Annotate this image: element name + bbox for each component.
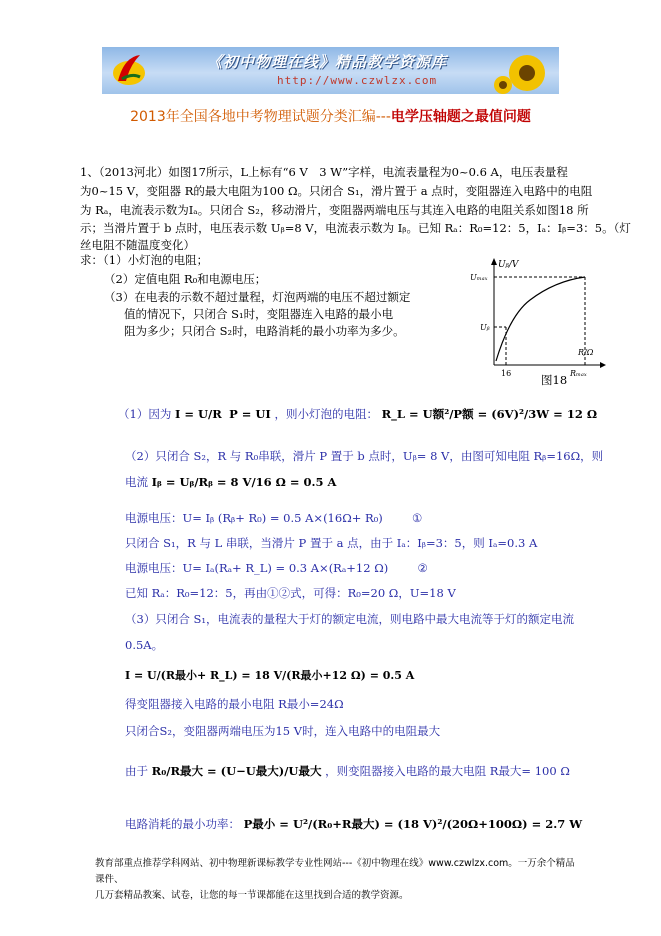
title-prefix: 2013年全国各地中考物理试题分类汇编--- bbox=[130, 109, 391, 125]
solution-1-intro: （1）因为 bbox=[118, 407, 172, 421]
problem-line-2: 为0~15 V，变阻器 R的最大电阻为100 Ω。只闭合 S₁，滑片置于 a 点时，变阻器连入电路中的电阻 bbox=[80, 184, 593, 198]
voltage-eq-2: 电源电压：U= Iₐ(Rₐ+ R_L) = 0.3 A×(Rₐ+12 Ω) bbox=[125, 561, 389, 575]
min-power-formula: P最小 = U²/(R₀+R最大) = (18 V)²/(20Ω+100Ω) = 2.7 W bbox=[243, 817, 583, 831]
site-logo-icon bbox=[110, 51, 148, 89]
max-resistance-text: ，则变阻器接入电路的最大电阻 R最大= 100 Ω bbox=[325, 764, 570, 778]
question-3-line-3: 阻为多少；只闭合 S₂时，电路消耗的最小功率为多少。 bbox=[124, 324, 405, 338]
eq-mark-1: ① bbox=[412, 511, 423, 525]
voltage-eq-1: 电源电压：U= Iᵦ (Rᵦ+ R₀) = 0.5 A×(16Ω+ R₀) bbox=[125, 511, 383, 525]
question-3-line-1: （3）在电表的示数不超过量程，灯泡两端的电压不超过额定 bbox=[104, 290, 411, 304]
banner-url[interactable]: http://www.czwlzx.com bbox=[277, 74, 438, 87]
current-ib-formula: Iᵦ = Uᵦ/Rᵦ = 8 V/16 Ω = 0.5 A bbox=[151, 475, 337, 489]
footer-line-1: 教育部重点推荐学科网站、初中物理新课标教学专业性网站---《初中物理在线》www.czwlzx.com。一万余个精品课件、 bbox=[95, 858, 575, 885]
sunflower-icon bbox=[493, 49, 555, 94]
solution-2-s1: 只闭合 S₁，R 与 L 串联，当滑片 P 置于 a 点，由于 Iₐ：Iᵦ=3：5，则 Iₐ=0.3 A bbox=[125, 536, 538, 550]
solution-3-min-resistance: 得变阻器接入电路的最小电阻 R最小=24Ω bbox=[125, 697, 344, 711]
site-banner bbox=[102, 47, 559, 94]
solution-3-power-line bbox=[125, 815, 582, 833]
page-footer bbox=[95, 856, 575, 904]
y-max-label: Uₘₐₓ bbox=[470, 273, 488, 282]
ohm-law-formula: I = U/R bbox=[174, 407, 222, 421]
y-ub-label: Uᵦ bbox=[480, 323, 490, 332]
power-formula: P = UI bbox=[229, 407, 271, 421]
banner-title: 《初中物理在线》精品教学资源库 bbox=[207, 53, 448, 71]
eq-mark-2: ② bbox=[417, 561, 428, 575]
solution-2-voltage-1 bbox=[125, 509, 422, 527]
solution-3-s2: 只闭合S₂，变阻器两端电压为15 V时，连入电路中的电阻最大 bbox=[125, 724, 441, 738]
solution-2-line-1: （2）只闭合 S₂，R 与 R₀串联，滑片 P 置于 b 点时，Uᵦ= 8 V，由图可知电阻 Rᵦ=16Ω，则 bbox=[125, 449, 604, 463]
title-emphasis: 电学压轴题之最值问题 bbox=[390, 109, 531, 125]
problem-line-4: 示；当滑片置于 b 点时，电压表示数 Uᵦ=8 V，电流表示数为 Iᵦ。已知 Rₐ：R₀=12：5，Iₐ：Iᵦ=3：5。（灯 bbox=[80, 221, 631, 235]
voltage-curve bbox=[496, 277, 585, 361]
solution-2-line-2 bbox=[125, 473, 336, 491]
solution-2-known: 已知 Rₐ：R₀=12：5，再由①②式，可得：R₀=20 Ω，U=18 V bbox=[125, 586, 456, 600]
question-1: 求：（1）小灯泡的电阻； bbox=[80, 253, 209, 267]
y-axis-arrow bbox=[491, 258, 497, 265]
y-axis-label: Uᵦ/V bbox=[498, 260, 519, 270]
ratio-prefix: 由于 bbox=[125, 764, 148, 778]
voltage-ratio-formula: R₀/R最大 = (U−U最大)/U最大 bbox=[151, 764, 322, 778]
x-axis-arrow bbox=[600, 362, 606, 368]
problem-line-1: 1、（2013河北）如图17所示，L上标有“6 V 3 W”字样，电流表量程为0~0.6 A，电压表量程 bbox=[80, 165, 568, 179]
lamp-resistance-formula: R_L = U额²/P额 = (6V)²/3W = 12 Ω bbox=[381, 407, 598, 421]
solution-2-voltage-2 bbox=[125, 559, 428, 577]
solution-3-ratio-line bbox=[125, 762, 570, 780]
problem-line-5: 丝电阻不随温度变化） bbox=[80, 238, 195, 252]
min-power-label: 电路消耗的最小功率： bbox=[125, 817, 240, 831]
problem-line-3: 为 Rₐ，电流表示数为Iₐ。只闭合 S₂，移动滑片，变阻器两端电压与其连入电路的电阻关系如图18 所 bbox=[80, 203, 589, 217]
x-16-label: 16 bbox=[501, 369, 512, 378]
x-axis-label: R/Ω bbox=[578, 348, 594, 357]
current-label: 电流 bbox=[125, 475, 148, 489]
x-max-label: Rₘₐₓ bbox=[570, 369, 587, 378]
figure-18-graph bbox=[470, 255, 610, 385]
question-3-line-2: 值的情况下，只闭合 S₁时，变阻器连入电路的最小电 bbox=[124, 307, 394, 321]
page-title bbox=[0, 106, 661, 126]
max-current-formula: I = U/(R最小+ R_L) = 18 V/(R最小+12 Ω) = 0.5 A bbox=[125, 669, 415, 682]
solution-1 bbox=[118, 405, 597, 423]
figure-caption: 图18 bbox=[541, 373, 568, 387]
solution-1-mid: ，则小灯泡的电阻： bbox=[274, 407, 378, 421]
solution-3-line-1: （3）只闭合 S₁，电流表的量程大于灯的额定电流，则电路中最大电流等于灯的额定电流 bbox=[125, 612, 574, 626]
question-2: （2）定值电阻 R₀和电源电压； bbox=[104, 272, 267, 286]
solution-3-line-2: 0.5A。 bbox=[125, 638, 164, 652]
footer-line-2: 几万套精品教案、试卷，让您的每一节课都能在这里找到合适的教学资源。 bbox=[95, 890, 409, 901]
